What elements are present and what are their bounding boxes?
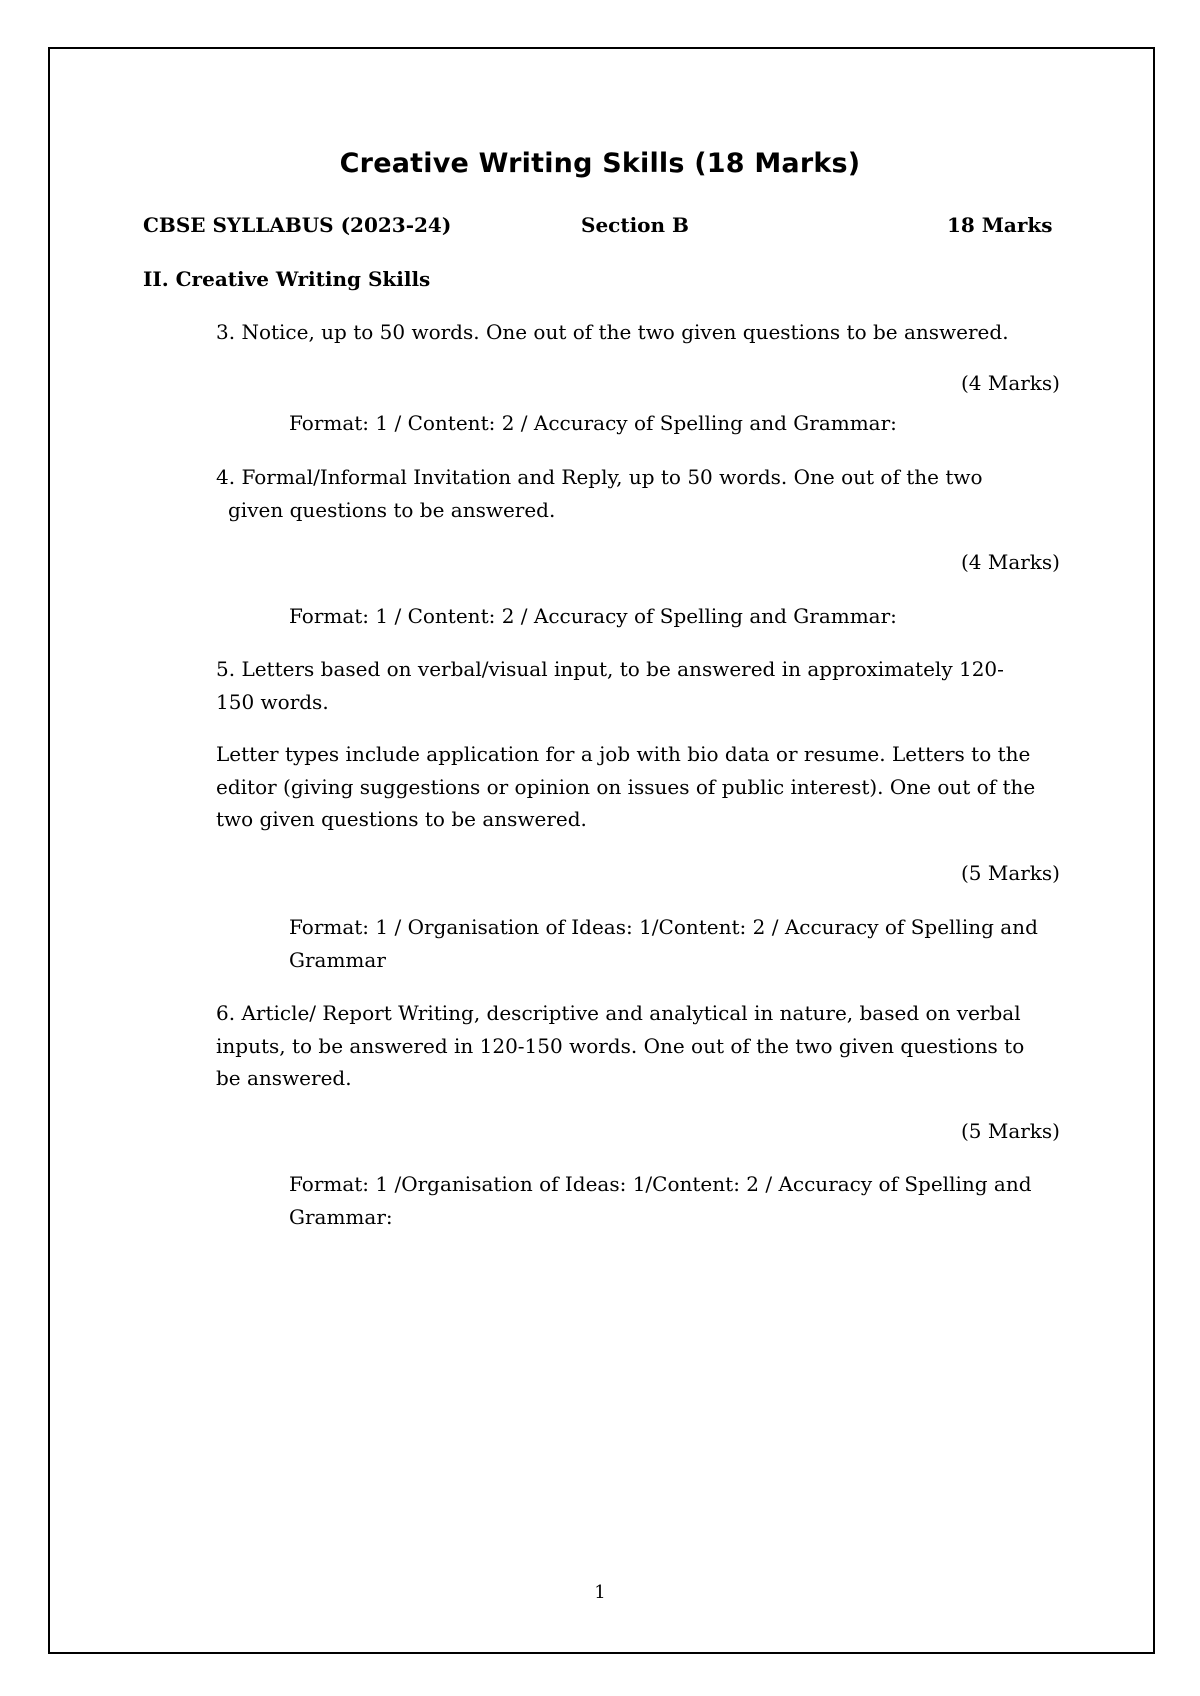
item-6-format-line: Format: 1 /Organisation of Ideas: 1/Content: 2 / Accuracy of Spelling and bbox=[289, 1172, 1032, 1196]
item-6-format bbox=[289, 1168, 1032, 1233]
item-3-format-line: Format: 1 / Content: 2 / Accuracy of Spelling and Grammar: bbox=[289, 411, 897, 435]
item-4-format-line: Format: 1 / Content: 2 / Accuracy of Spelling and Grammar: bbox=[289, 604, 897, 628]
item-6-text bbox=[216, 997, 1024, 1095]
item-6-marks: (5 Marks) bbox=[960, 1119, 1060, 1143]
item-6-line: 6. Article/ Report Writing, descriptive and analytical in nature, based on verbal bbox=[216, 1001, 1021, 1025]
item-4-line: given questions to be answered. bbox=[228, 497, 556, 522]
total-marks-label: 18 Marks bbox=[947, 213, 1053, 237]
item-3-marks: (4 Marks) bbox=[960, 371, 1060, 395]
item-5-detail-line: Letter types include application for a job with bio data or resume. Letters to the bbox=[216, 742, 1031, 766]
item-3-format bbox=[289, 407, 897, 440]
item-5-format bbox=[289, 911, 1038, 976]
item-6-format-line: Grammar: bbox=[289, 1204, 393, 1229]
item-5-detail-line: two given questions to be answered. bbox=[216, 807, 587, 831]
item-6-line: be answered. bbox=[216, 1066, 352, 1090]
item-5-details bbox=[216, 738, 1035, 836]
item-4-marks: (4 Marks) bbox=[960, 550, 1060, 574]
item-5-line: 5. Letters based on verbal/visual input, to be answered in approximately 120- bbox=[216, 657, 1004, 681]
item-5-text bbox=[216, 653, 1004, 718]
item-5-marks: (5 Marks) bbox=[960, 861, 1060, 885]
item-5-format-line: Format: 1 / Organisation of Ideas: 1/Content: 2 / Accuracy of Spelling and bbox=[289, 915, 1038, 939]
item-3-line: 3. Notice, up to 50 words. One out of the two given questions to be answered. bbox=[216, 320, 1009, 344]
section-heading: II. Creative Writing Skills bbox=[143, 267, 431, 291]
item-5-line: 150 words. bbox=[216, 689, 329, 714]
item-4-format bbox=[289, 600, 897, 633]
item-5-detail-line: editor (giving suggestions or opinion on issues of public interest). One out of the bbox=[216, 774, 1036, 799]
item-4-text bbox=[216, 461, 983, 526]
item-4-line: 4. Formal/Informal Invitation and Reply, up to 50 words. One out of the two bbox=[216, 465, 983, 489]
page-title: Creative Writing Skills (18 Marks) bbox=[339, 148, 861, 179]
syllabus-label: CBSE SYLLABUS (2023-24) bbox=[143, 213, 452, 237]
item-3-text bbox=[216, 316, 1009, 349]
item-5-format-line: Grammar bbox=[289, 947, 386, 972]
item-6-line: inputs, to be answered in 120-150 words. One out of the two given questions to bbox=[216, 1033, 1025, 1058]
page-number: 1 bbox=[594, 1582, 606, 1603]
section-label: Section B bbox=[581, 213, 689, 237]
